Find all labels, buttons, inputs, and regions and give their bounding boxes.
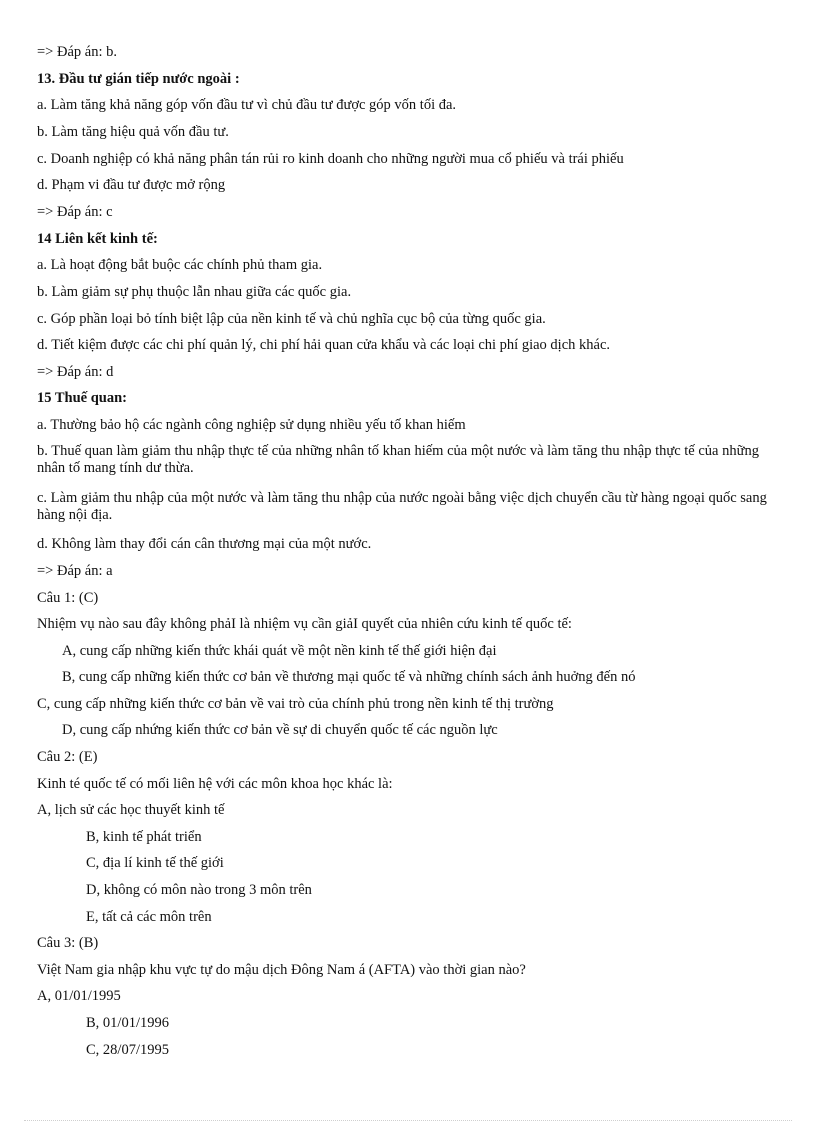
option-13-c: c. Doanh nghiệp có khả năng phân tán rủi ro kinh doanh cho những người mua cổ phiếu và trái phiếu — [37, 151, 624, 167]
cau-2-question: Kinh té quốc tế có mối liên hệ với các môn khoa học khác là: — [37, 776, 393, 792]
cau-3-option-b: B, 01/01/1996 — [86, 1015, 169, 1031]
cau-2-option-c: C, địa lí kinh tế thế giới — [86, 855, 224, 871]
question-14-heading: 14 Liên kết kinh tế: — [37, 231, 158, 247]
page-bottom-rule — [24, 1120, 792, 1121]
cau-3-option-c: C, 28/07/1995 — [86, 1042, 169, 1058]
answer-line-14: => Đáp án: d — [37, 364, 114, 380]
cau-2-option-e: E, tất cả các môn trên — [86, 909, 212, 925]
option-15-d: d. Không làm thay đổi cán cân thương mại của một nước. — [37, 536, 372, 552]
cau-3-heading: Câu 3: (B) — [37, 935, 99, 951]
cau-1-question: Nhiệm vụ nào sau đây không phảI là nhiệm vụ cần giảI quyết của nhiên cứu kinh tế quốc tế: — [37, 616, 572, 632]
cau-1-option-c: C, cung cấp những kiến thức cơ bản về vai trò của chính phủ trong nền kinh tế thị trường — [37, 696, 554, 712]
cau-3-question: Việt Nam gia nhập khu vực tự do mậu dịch Đông Nam á (AFTA) vào thời gian nào? — [37, 962, 526, 978]
cau-3-option-a: A, 01/01/1995 — [37, 988, 121, 1004]
option-15-c: c. Làm giảm thu nhập của một nước và làm tăng thu nhập của nước ngoài bằng việc dịch chuyển cầu từ hàng ngoại quốc sang hàng nội địa. — [37, 490, 767, 523]
cau-2-heading: Câu 2: (E) — [37, 749, 98, 765]
answer-line-15: => Đáp án: a — [37, 563, 113, 579]
answer-line-12: => Đáp án: b. — [37, 44, 117, 60]
option-14-d: d. Tiết kiệm được các chi phí quản lý, chi phí hải quan cửa khẩu và các loại chi phí giao dịch khác. — [37, 337, 611, 353]
option-15-b: b. Thuế quan làm giảm thu nhập thực tế của những nhân tố khan hiếm của một nước và làm tăng thu nhập thực tế của những nhân tố mang tính dư thừa. — [37, 443, 759, 476]
cau-1-option-a: A, cung cấp những kiến thức khái quát về một nền kinh tế thế giới hiện đại — [62, 643, 497, 659]
cau-2-option-b: B, kinh tế phát triển — [86, 829, 202, 845]
cau-1-option-d: D, cung cấp nhứng kiến thức cơ bản về sự di chuyển quốc tế các nguồn lực — [62, 722, 498, 738]
cau-2-option-d: D, không có môn nào trong 3 môn trên — [86, 882, 312, 898]
cau-1-option-b: B, cung cấp những kiến thức cơ bản về thương mại quốc tế và những chính sách ảnh huởng đến nó — [62, 669, 636, 685]
question-13-heading: 13. Đầu tư gián tiếp nước ngoài : — [37, 71, 240, 87]
option-13-d: d. Phạm vi đầu tư được mở rộng — [37, 177, 226, 193]
answer-line-13: => Đáp án: c — [37, 204, 113, 220]
cau-2-option-a: A, lịch sử các học thuyết kinh tế — [37, 802, 225, 818]
option-14-b: b. Làm giảm sự phụ thuộc lẫn nhau giữa các quốc gia. — [37, 284, 352, 300]
cau-1-heading: Câu 1: (C) — [37, 590, 99, 606]
option-14-a: a. Là hoạt động bắt buộc các chính phủ tham gia. — [37, 257, 323, 273]
option-13-b: b. Làm tăng hiệu quả vốn đầu tư. — [37, 124, 229, 140]
option-15-a: a. Thường bảo hộ các ngành công nghiệp sử dụng nhiều yếu tố khan hiếm — [37, 417, 466, 433]
question-15-heading: 15 Thuế quan: — [37, 390, 127, 406]
option-13-a: a. Làm tăng khả năng góp vốn đầu tư vì chủ đầu tư được góp vốn tối đa. — [37, 97, 457, 113]
option-14-c: c. Góp phần loại bỏ tính biệt lập của nền kinh tế và chủ nghĩa cục bộ của từng quốc gia. — [37, 311, 546, 327]
